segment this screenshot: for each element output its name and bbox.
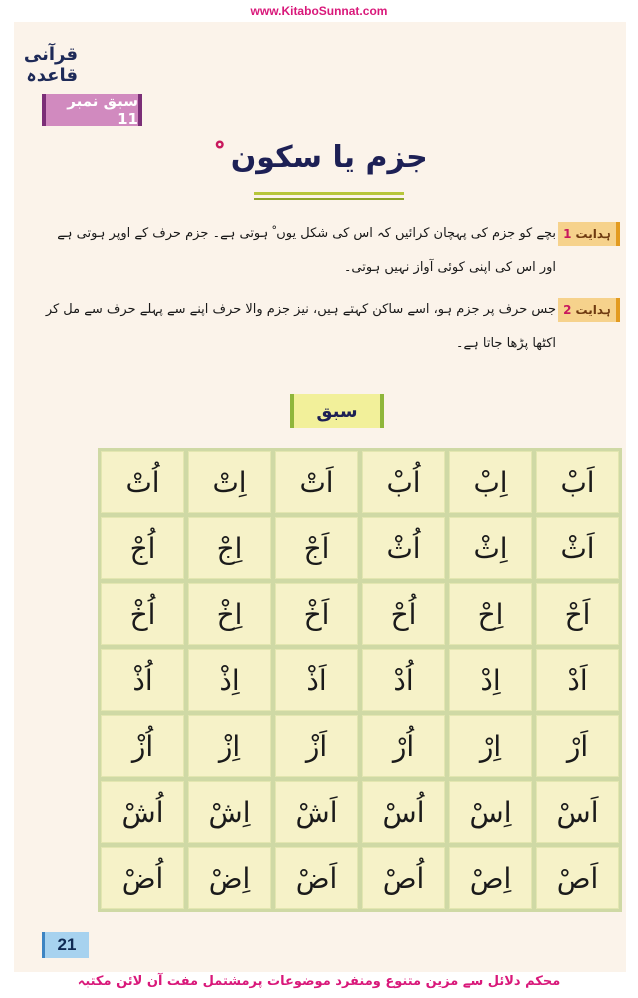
instruction-1-number: 1 bbox=[563, 227, 572, 241]
instruction-2-number: 2 bbox=[563, 303, 572, 317]
letter-cell: اُثْ bbox=[362, 517, 445, 579]
letter-cell: اِسْ bbox=[449, 781, 532, 843]
letter-cell: اِتْ bbox=[188, 451, 271, 513]
lesson-title-text: جزم یا سکون bbox=[230, 140, 428, 175]
letter-cell: اِضْ bbox=[188, 847, 271, 909]
letter-cell: اُذْ bbox=[101, 649, 184, 711]
letter-cell: اُخْ bbox=[101, 583, 184, 645]
book-page bbox=[14, 22, 626, 972]
letter-cell: اَرْ bbox=[536, 715, 619, 777]
instruction-1-label: ہدایت bbox=[575, 227, 611, 241]
letter-cell: اَضْ bbox=[275, 847, 358, 909]
letter-cell: اُصْ bbox=[362, 847, 445, 909]
instruction-1-line-1: بچے کو جزم کی پہچان کرائیں کہ اس کی شکل یوں ْ ہوتی ہے۔ جزم حرف کے اوپر ہوتی ہے bbox=[57, 226, 556, 241]
book-title: قرآنی قاعدہ bbox=[23, 44, 78, 86]
instruction-2-line-1: جس حرف پر جزم ہو، اسے ساکن کہتے ہیں، نیز جزم والا حرف اپنے سے پہلے حرف سے مل کر bbox=[45, 302, 556, 317]
letter-cell: اَجْ bbox=[275, 517, 358, 579]
letter-cell: اِثْ bbox=[449, 517, 532, 579]
site-url[interactable]: www.KitaboSunnat.com bbox=[250, 4, 388, 18]
letter-cell: اِجْ bbox=[188, 517, 271, 579]
sabaq-label bbox=[290, 394, 384, 428]
footer-tagline[interactable]: محکم دلائل سے مزین متنوع ومنفرد موضوعات پرمشتمل مفت آن لائن مکتبہ bbox=[77, 974, 561, 989]
instruction-1-line-2: اور اس کی اپنی کوئی آواز نہیں ہوتی۔ bbox=[343, 260, 556, 275]
lesson-number-label: سبق نمبر 11 bbox=[67, 92, 138, 128]
lesson-number-badge bbox=[42, 94, 142, 126]
letter-cell: اُحْ bbox=[362, 583, 445, 645]
letter-cell: اَتْ bbox=[275, 451, 358, 513]
sabaq-label-text: سبق bbox=[316, 400, 358, 422]
letter-cell: اُزْ bbox=[101, 715, 184, 777]
letter-cell: اُشْ bbox=[101, 781, 184, 843]
letter-cell: اُبْ bbox=[362, 451, 445, 513]
letter-cell: اِشْ bbox=[188, 781, 271, 843]
letter-cell: اَزْ bbox=[275, 715, 358, 777]
letter-cell: اُرْ bbox=[362, 715, 445, 777]
letter-cell: اِذْ bbox=[188, 649, 271, 711]
letter-cell: اَذْ bbox=[275, 649, 358, 711]
instruction-2-tag bbox=[558, 298, 620, 322]
letter-cell: اُجْ bbox=[101, 517, 184, 579]
letter-cell: اَدْ bbox=[536, 649, 619, 711]
letter-cell: اِدْ bbox=[449, 649, 532, 711]
letter-cell: اَخْ bbox=[275, 583, 358, 645]
letter-cell: اِبْ bbox=[449, 451, 532, 513]
letter-cell: اُتْ bbox=[101, 451, 184, 513]
letter-cell: اِصْ bbox=[449, 847, 532, 909]
letter-grid bbox=[98, 448, 622, 912]
letter-cell: اُضْ bbox=[101, 847, 184, 909]
letter-cell: اَسْ bbox=[536, 781, 619, 843]
letter-cell: اِزْ bbox=[188, 715, 271, 777]
letter-cell: اِرْ bbox=[449, 715, 532, 777]
letter-cell: اَثْ bbox=[536, 517, 619, 579]
letter-cell: اَحْ bbox=[536, 583, 619, 645]
letter-cell: اُسْ bbox=[362, 781, 445, 843]
letter-cell: اَشْ bbox=[275, 781, 358, 843]
title-underline bbox=[254, 192, 404, 195]
letter-cell: اَصْ bbox=[536, 847, 619, 909]
letter-cell: اِحْ bbox=[449, 583, 532, 645]
title-underline-secondary bbox=[254, 198, 404, 200]
lesson-title bbox=[194, 140, 446, 175]
letter-cell: اِخْ bbox=[188, 583, 271, 645]
letter-cell: اَبْ bbox=[536, 451, 619, 513]
letter-cell: اُدْ bbox=[362, 649, 445, 711]
instruction-2-line-2: اکٹھا پڑھا جاتا ہے۔ bbox=[455, 336, 556, 351]
page-number: 21 bbox=[42, 932, 89, 958]
instruction-2-label: ہدایت bbox=[575, 303, 611, 317]
instruction-1-tag bbox=[558, 222, 620, 246]
